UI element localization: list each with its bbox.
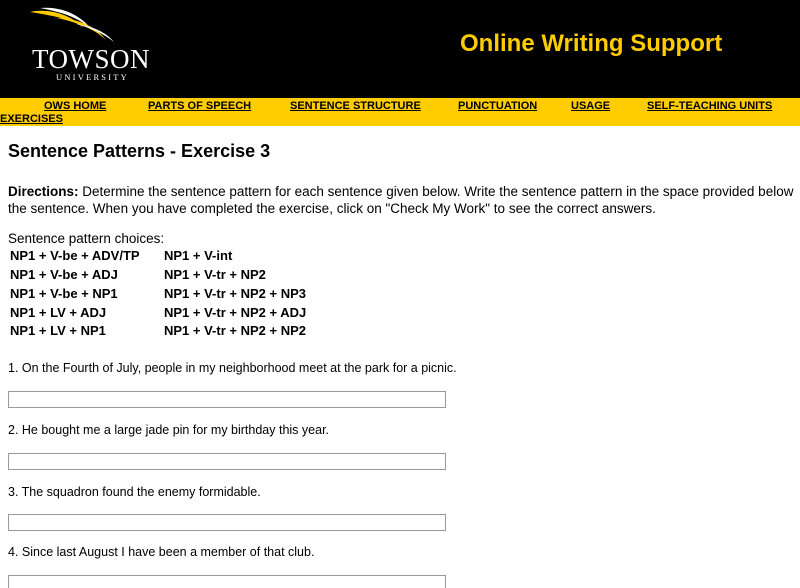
main-nav — [0, 98, 800, 126]
question-text: 2. He bought me a large jade pin for my birthday this year. — [8, 423, 330, 437]
question-text: 3. The squadron found the enemy formidable. — [8, 485, 261, 499]
pattern-choice: NP1 + V-be + NP1 — [10, 286, 118, 301]
page-title: Sentence Patterns - Exercise 3 — [8, 141, 271, 161]
pattern-choice: NP1 + V-tr + NP2 + ADJ — [164, 305, 307, 320]
pattern-choice: NP1 + LV + ADJ — [10, 305, 107, 320]
pattern-choice: NP1 + V-int — [164, 248, 233, 263]
nav-self-teaching-units[interactable]: SELF-TEACHING UNITS — [647, 100, 773, 112]
nav-parts-of-speech[interactable]: PARTS OF SPEECH — [148, 100, 252, 112]
directions-text — [8, 183, 800, 217]
towson-logo[interactable] — [22, 6, 152, 80]
question-text: 4. Since last August I have been a member of that club. — [8, 545, 315, 559]
directions-label: Directions: — [8, 184, 79, 199]
logo-subtitle: UNIVERSITY — [56, 72, 129, 82]
answer-field[interactable] — [8, 391, 446, 408]
pattern-choice: NP1 + V-tr + NP2 + NP3 — [164, 286, 306, 301]
nav-punctuation[interactable]: PUNCTUATION — [458, 100, 538, 112]
pattern-choice: NP1 + V-tr + NP2 — [164, 267, 266, 282]
nav-sentence-structure[interactable]: SENTENCE STRUCTURE — [290, 100, 421, 112]
site-title: Online Writing Support — [460, 30, 723, 57]
answer-field[interactable] — [8, 514, 446, 531]
pattern-choice: NP1 + V-tr + NP2 + NP2 — [164, 323, 306, 338]
directions-body: Determine the sentence pattern for each sentence given below. Write the sentence pattern in the space provided below the sentence. When you have completed the exercise, click on "Check My Work" to see the correct answers. — [8, 184, 794, 216]
nav-usage[interactable]: USAGE — [571, 100, 611, 112]
pattern-choice: NP1 + LV + NP1 — [10, 323, 106, 338]
pattern-choice: NP1 + V-be + ADJ — [10, 267, 118, 282]
flame-icon — [26, 6, 136, 46]
choices-label: Sentence pattern choices: — [8, 231, 165, 246]
nav-ows-home[interactable]: OWS HOME — [44, 100, 107, 112]
nav-exercises[interactable]: EXERCISES — [0, 113, 63, 125]
question-text: 1. On the Fourth of July, people in my neighborhood meet at the park for a picnic. — [8, 361, 457, 375]
answer-field[interactable] — [8, 453, 446, 470]
site-header — [0, 0, 800, 98]
answer-field[interactable] — [8, 575, 446, 588]
logo-name: TOWSON — [32, 44, 151, 74]
pattern-choice: NP1 + V-be + ADV/TP — [10, 248, 140, 263]
